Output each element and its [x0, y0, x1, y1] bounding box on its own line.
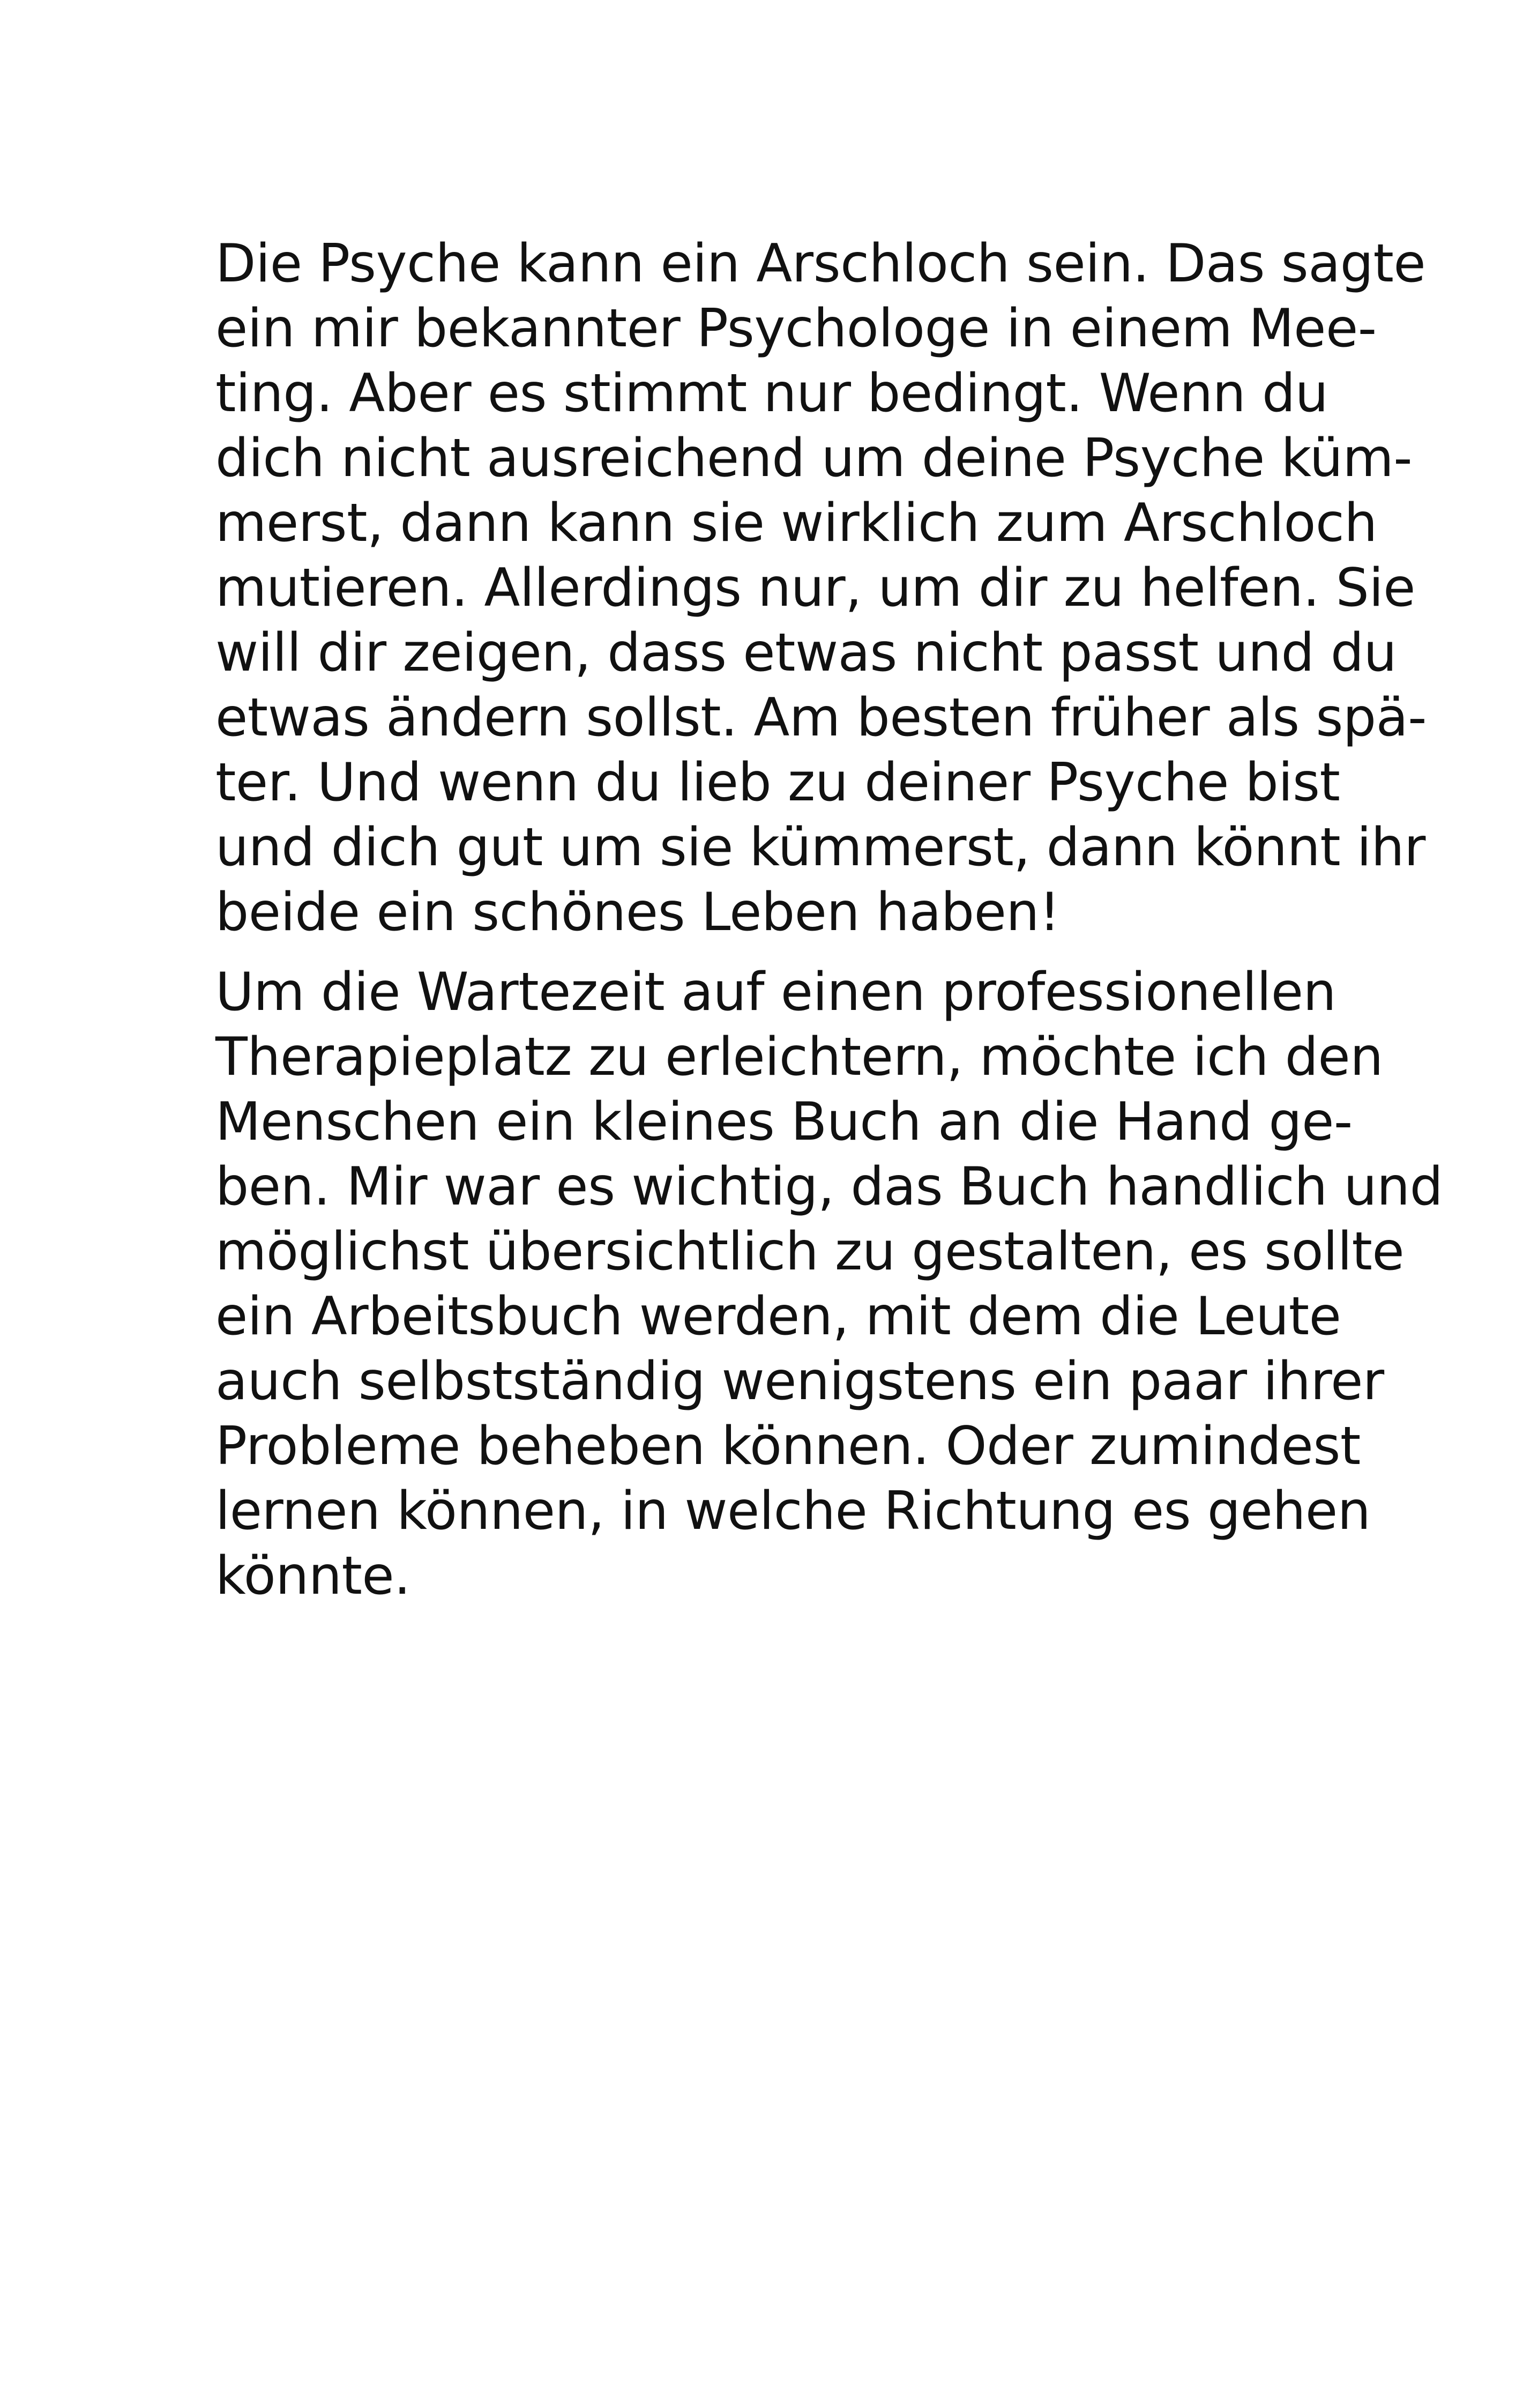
text-line: mutieren. Allerdings nur, um dir zu helfen. Sie	[215, 558, 1415, 619]
body-text	[215, 232, 1443, 1609]
text-line: auch selbstständig wenigstens ein paar ihrer	[215, 1351, 1384, 1412]
text-line: und dich gut um sie kümmerst, dann könnt ihr	[215, 817, 1425, 878]
text-line: merst, dann kann sie wirklich zum Arschloch	[215, 493, 1377, 554]
text-line: etwas ändern sollst. Am besten früher als spä-	[215, 687, 1427, 748]
text-line: Probleme beheben können. Oder zumindest	[215, 1416, 1361, 1477]
text-line: ben. Mir war es wichtig, das Buch handlich und	[215, 1156, 1443, 1217]
paragraph-1	[215, 232, 1427, 945]
text-line: ting. Aber es stimmt nur bedingt. Wenn du	[215, 363, 1328, 424]
text-line: Die Psyche kann ein Arschloch sein. Das sagte	[215, 233, 1426, 294]
text-line: ein Arbeitsbuch werden, mit dem die Leute	[215, 1286, 1341, 1347]
text-line: beide ein schönes Leben haben!	[215, 882, 1060, 943]
paragraph-2	[215, 960, 1443, 1609]
text-line: lernen können, in welche Richtung es gehen	[215, 1481, 1371, 1542]
text-line: dich nicht ausreichend um deine Psyche küm-	[215, 428, 1413, 489]
text-line: Um die Wartezeit auf einen professionellen	[215, 962, 1337, 1023]
text-line: möglichst übersichtlich zu gestalten, es sollte	[215, 1221, 1405, 1282]
text-line: könnte.	[215, 1545, 410, 1607]
text-line: will dir zeigen, dass etwas nicht passt und du	[215, 622, 1397, 683]
text-line: Menschen ein kleines Buch an die Hand ge-	[215, 1091, 1353, 1153]
text-line: ter. Und wenn du lieb zu deiner Psyche bist	[215, 752, 1340, 813]
text-line: Therapieplatz zu erleichtern, möchte ich den	[215, 1027, 1383, 1088]
text-line: ein mir bekannter Psychologe in einem Mee-	[215, 298, 1377, 359]
